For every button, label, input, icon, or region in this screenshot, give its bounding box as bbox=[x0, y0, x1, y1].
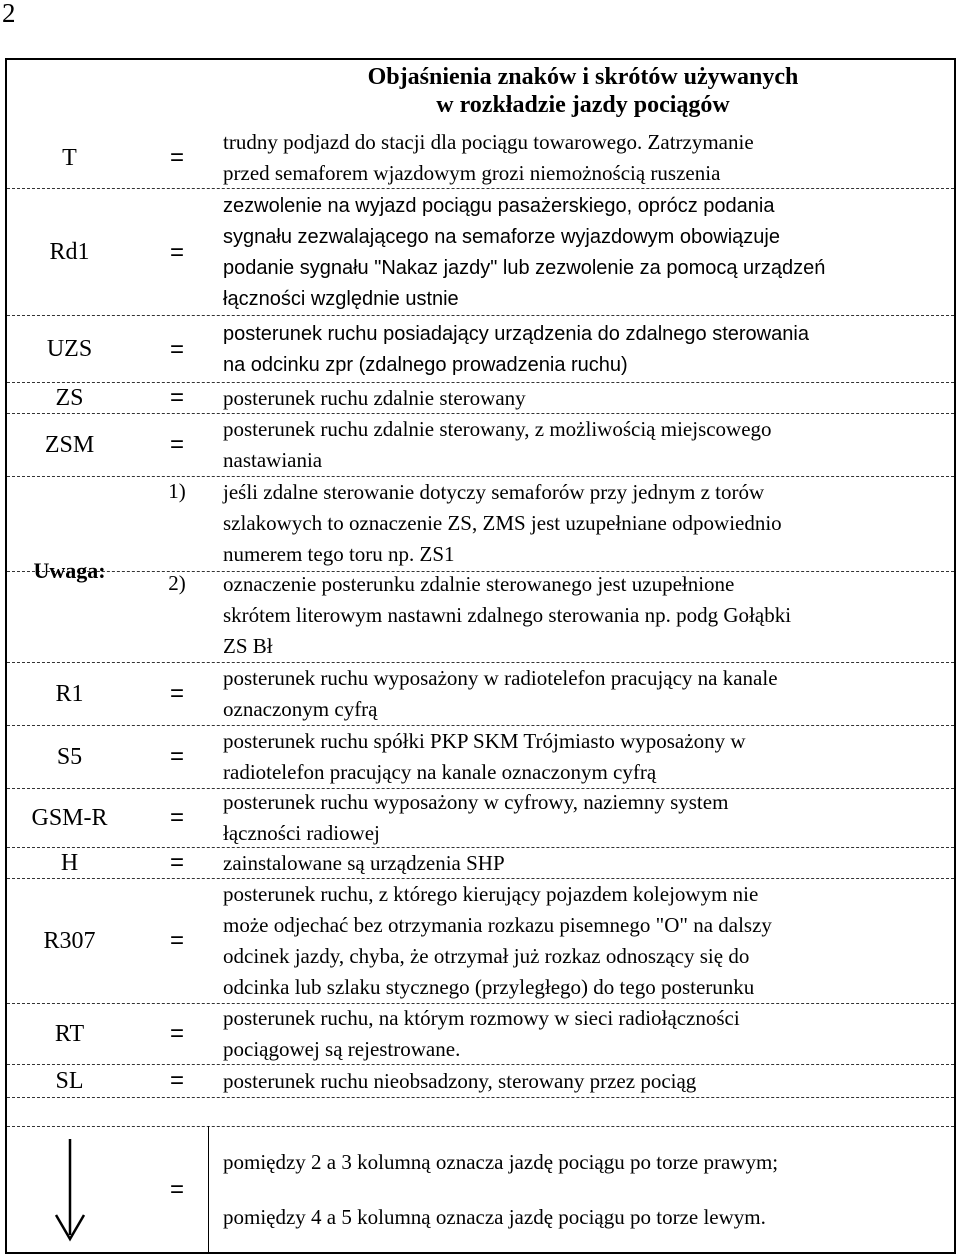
entry-description bbox=[223, 128, 953, 188]
entry-gsm-r bbox=[7, 789, 954, 848]
description-line: podanie sygnału "Nakaz jazdy" lub zezwolenie za pomocą urządzeń bbox=[223, 256, 826, 279]
equals-sign: = bbox=[169, 849, 184, 876]
description-line: może odjechać bez otrzymania rozkazu pisemnego "O" na dalszy bbox=[223, 913, 772, 937]
description-line: oznaczonym cyfrą bbox=[223, 697, 378, 721]
entry-arrow bbox=[7, 1126, 954, 1253]
equals-sign: = bbox=[169, 1067, 184, 1094]
entry-description bbox=[223, 1004, 953, 1064]
equals-sign: = bbox=[169, 1020, 184, 1047]
note-description bbox=[223, 477, 953, 571]
description-line: posterunek ruchu nieobsadzony, sterowany przez pociąg bbox=[223, 1068, 697, 1093]
description-line: radiotelefon pracujący na kanale oznaczonym cyfrą bbox=[223, 760, 657, 784]
entry-description bbox=[223, 789, 953, 847]
entry-abbr: R1 bbox=[55, 680, 84, 707]
entry-zsm bbox=[7, 414, 954, 477]
note-description bbox=[223, 569, 953, 662]
description-line: łączności radiowej bbox=[223, 821, 380, 845]
equals-sign: = bbox=[169, 335, 184, 363]
description-line: odcinek jazdy, chyba, że otrzymał już rozkaz odnoszący się do bbox=[223, 944, 750, 968]
description-line: zainstalowane są urządzenia SHP bbox=[223, 850, 505, 875]
entry-description bbox=[223, 414, 953, 476]
entry-description bbox=[223, 663, 953, 725]
entry-abbr: GSM-R bbox=[31, 804, 108, 831]
description-line: posterunek ruchu wyposażony w cyfrowy, naziemny system bbox=[223, 790, 729, 814]
note-2 bbox=[7, 569, 954, 663]
entry-s5 bbox=[7, 726, 954, 789]
equals-sign: = bbox=[169, 804, 184, 831]
entry-rd1 bbox=[7, 190, 954, 316]
entry-abbr: RT bbox=[54, 1020, 85, 1047]
entry-abbr: H bbox=[60, 849, 79, 876]
description-line: oznaczenie posterunku zdalnie sterowanego jest uzupełnione bbox=[223, 572, 735, 596]
entry-description bbox=[223, 190, 953, 315]
entry-abbr: Rd1 bbox=[49, 239, 90, 265]
entry-description bbox=[223, 1065, 953, 1097]
description-line: ZS Bł bbox=[223, 634, 273, 658]
note-number: 1) bbox=[168, 479, 186, 503]
description-line: numerem tego toru np. ZS1 bbox=[223, 542, 455, 566]
entry-t bbox=[7, 128, 954, 189]
entry-r307 bbox=[7, 879, 954, 1004]
entry-abbr: ZSM bbox=[44, 431, 95, 458]
description-line: trudny podjazd do stacji dla pociągu towarowego. Zatrzymanie bbox=[223, 130, 754, 154]
description-line: szlakowych to oznaczenie ZS, ZMS jest uzupełniane odpowiednio bbox=[223, 511, 782, 535]
equals-sign: = bbox=[169, 743, 184, 770]
description-line: sygnału zezwalającego na semaforze wyjazdowym obowiązuje bbox=[223, 225, 780, 248]
description-line: posterunek ruchu zdalnie sterowany bbox=[223, 385, 526, 410]
uwaga-label: Uwaga: bbox=[33, 558, 106, 583]
description-line: posterunek ruchu, z którego kierujący pojazdem kolejowym nie bbox=[223, 882, 759, 906]
page-number: 2 bbox=[2, 0, 16, 28]
note-number: 2) bbox=[168, 571, 186, 595]
equals-sign: = bbox=[169, 431, 184, 458]
equals-sign: = bbox=[169, 384, 184, 411]
down-arrow-icon-svg bbox=[50, 1135, 90, 1245]
down-arrow-icon bbox=[7, 1127, 132, 1253]
description-line: pociągowej są rejestrowane. bbox=[223, 1037, 461, 1061]
description-line: posterunek ruchu zdalnie sterowany, z możliwością miejscowego bbox=[223, 417, 772, 441]
entry-uzs bbox=[7, 317, 954, 383]
entry-abbr: UZS bbox=[46, 336, 93, 362]
entry-description bbox=[223, 317, 953, 382]
description-line: skrótem literowym nastawni zdalnego sterowania np. podg Gołąbki bbox=[223, 603, 792, 627]
entry-abbr: ZS bbox=[55, 384, 84, 411]
legend-title-line-2: w rozkładzie jazdy pociągów bbox=[436, 92, 730, 118]
entry-rt bbox=[7, 1004, 954, 1065]
description-line: jeśli zdalne sterowanie dotyczy semaforów przy jednym z torów bbox=[223, 480, 765, 504]
entry-description bbox=[223, 726, 953, 788]
description-line: nastawiania bbox=[223, 448, 323, 472]
entry-description bbox=[223, 848, 953, 878]
description-line: posterunek ruchu spółki PKP SKM Trójmiasto wyposażony w bbox=[223, 729, 746, 753]
legend-title bbox=[210, 63, 956, 119]
entry-description bbox=[223, 879, 953, 1003]
entry-zs bbox=[7, 383, 954, 414]
description-line: posterunek ruchu, na którym rozmowy w sieci radiołączności bbox=[223, 1006, 740, 1030]
note-1 bbox=[7, 477, 954, 583]
entry-abbr: R307 bbox=[43, 927, 96, 954]
description-line: posterunek ruchu posiadający urządzenia do zdalnego sterowania bbox=[223, 322, 809, 345]
description-line: przed semaforem wjazdowym grozi niemożnością ruszenia bbox=[223, 161, 721, 185]
equals-sign: = bbox=[169, 238, 184, 266]
equals-sign: = bbox=[169, 927, 184, 954]
description-line: łączności względnie ustnie bbox=[223, 287, 459, 310]
equals-sign: = bbox=[169, 680, 184, 707]
legend-title-line-1: Objaśnienia znaków i skrótów używanych bbox=[367, 64, 799, 90]
description-line: pomiędzy 2 a 3 kolumną oznacza jazdę pociągu po torze prawym; bbox=[223, 1150, 779, 1174]
entry-r1 bbox=[7, 663, 954, 726]
column-divider bbox=[208, 1126, 209, 1252]
description-line: pomiędzy 4 a 5 kolumną oznacza jazdę pociągu po torze lewym. bbox=[223, 1205, 766, 1229]
entry-h bbox=[7, 848, 954, 879]
entry-abbr: SL bbox=[55, 1067, 84, 1094]
entry-sl bbox=[7, 1065, 954, 1098]
description-line: odcinka lub szlaku stycznego (przyległego) do tego posterunku bbox=[223, 975, 755, 999]
description-line: zezwolenie na wyjazd pociągu pasażerskiego, oprócz podania bbox=[223, 194, 775, 217]
description-line: na odcinku zpr (zdalnego prowadzenia ruchu) bbox=[223, 353, 628, 376]
entry-description bbox=[223, 383, 953, 413]
entry-abbr: S5 bbox=[56, 743, 83, 770]
equals-sign: = bbox=[169, 144, 184, 171]
entry-abbr: T bbox=[62, 144, 77, 171]
equals-sign: = bbox=[169, 1176, 184, 1203]
entry-description bbox=[223, 1127, 953, 1253]
description-line: posterunek ruchu wyposażony w radiotelefon pracujący na kanale bbox=[223, 666, 778, 690]
